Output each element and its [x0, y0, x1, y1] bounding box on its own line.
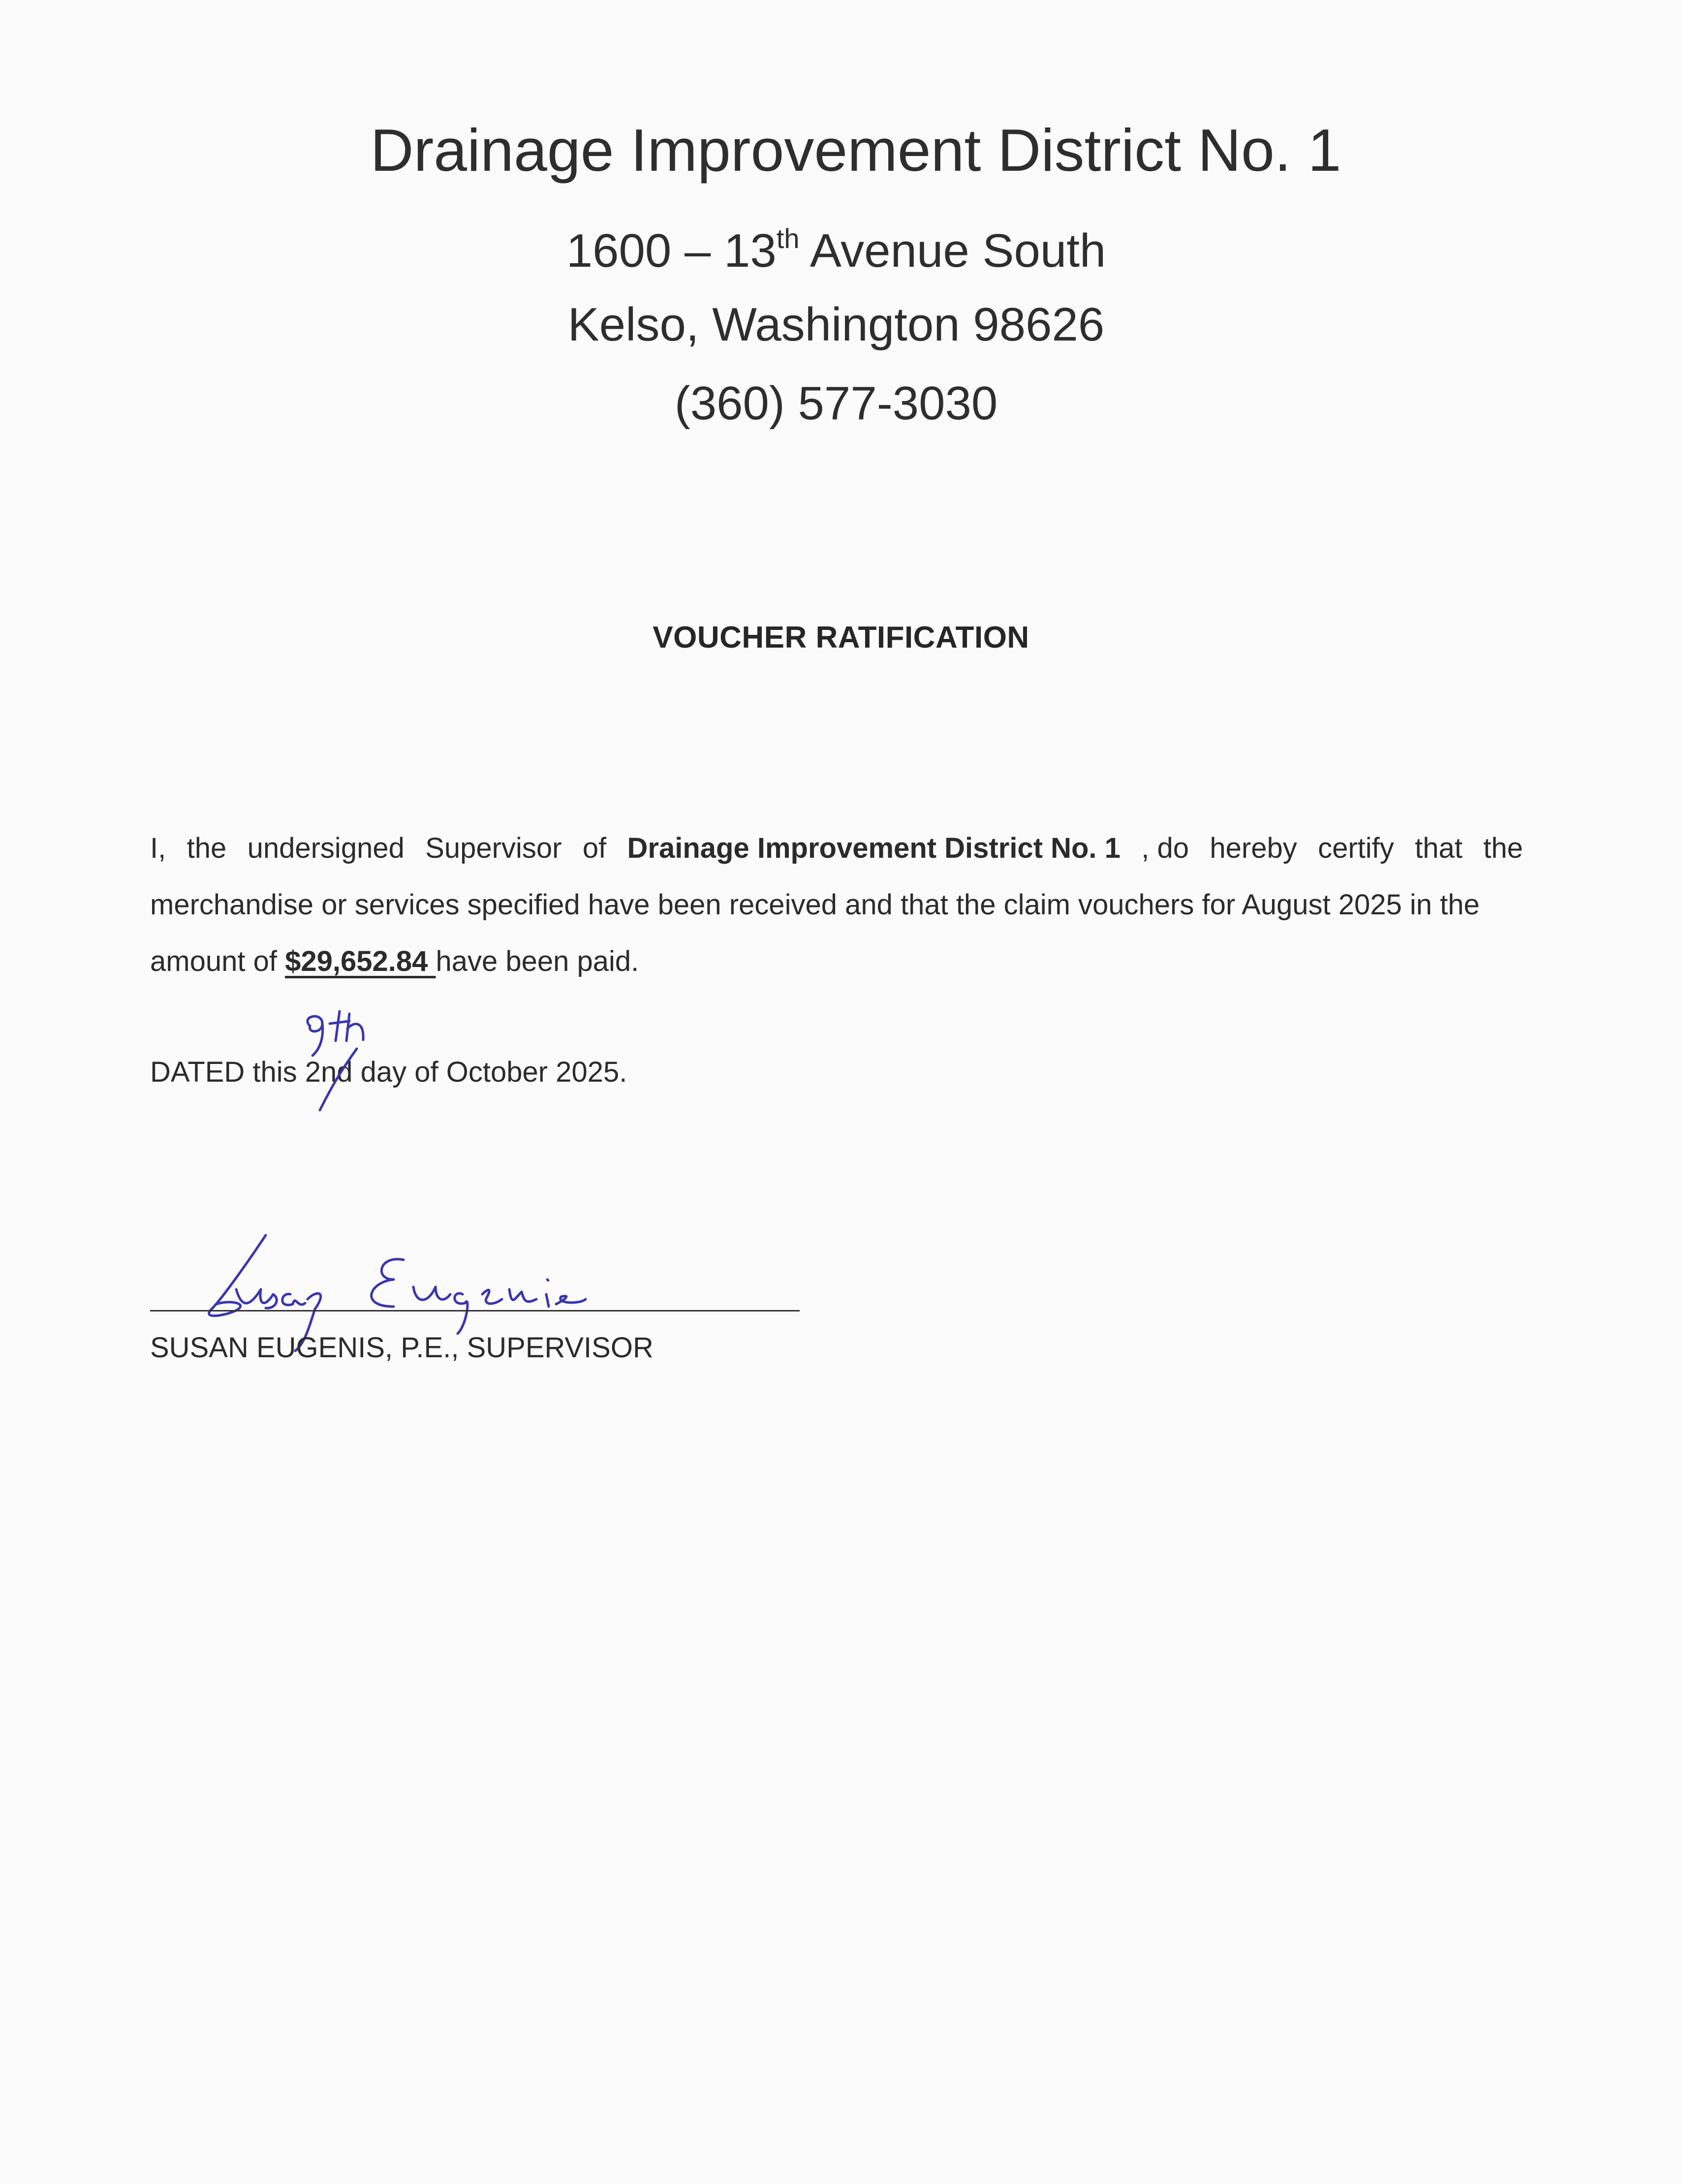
dated-lead: DATED this: [150, 1056, 305, 1088]
certification-line-1: [150, 832, 1523, 865]
word: I,: [150, 832, 166, 864]
district-title: Drainage Improvement District No. 1: [370, 117, 1341, 184]
signature-line: [150, 1310, 800, 1311]
street-address: [0, 224, 1677, 278]
word: Supervisor: [425, 832, 562, 864]
dated-line: [150, 1056, 1523, 1089]
address-number: 1600 – 13: [566, 224, 777, 277]
city-state-zip: Kelso, Washington 98626: [567, 298, 1105, 351]
word: undersigned: [247, 832, 405, 864]
word: hereby: [1210, 832, 1297, 864]
district-name-bold: Drainage Improvement District No. 1: [627, 832, 1121, 864]
address-street: Avenue South: [799, 224, 1106, 277]
struck-day: [305, 1056, 353, 1088]
certification-line-2: merchandise or services specified have been received and that the claim vouchers for August 2025 in the: [150, 889, 1480, 921]
word: the: [187, 832, 227, 864]
word: certify: [1318, 832, 1394, 864]
word: the: [1483, 832, 1523, 864]
struck-day-text: 2nd: [305, 1056, 353, 1088]
amount-value: $29,652.84: [285, 945, 436, 977]
address-suffix: th: [776, 223, 800, 254]
word: , do: [1141, 832, 1189, 864]
document-heading: VOUCHER RATIFICATION: [653, 621, 1029, 655]
word: of: [582, 832, 607, 864]
word: that: [1415, 832, 1463, 864]
certification-line-3: [150, 945, 1523, 978]
dated-trail: day of October 2025.: [352, 1056, 627, 1088]
signer-name: SUSAN EUGENIS, P.E., SUPERVISOR: [150, 1332, 654, 1364]
phone-number: (360) 577-3030: [674, 377, 998, 430]
amount-lead: amount of: [150, 945, 285, 977]
amount-trail: have been paid.: [436, 945, 639, 977]
strike-mark: [310, 1046, 369, 1115]
